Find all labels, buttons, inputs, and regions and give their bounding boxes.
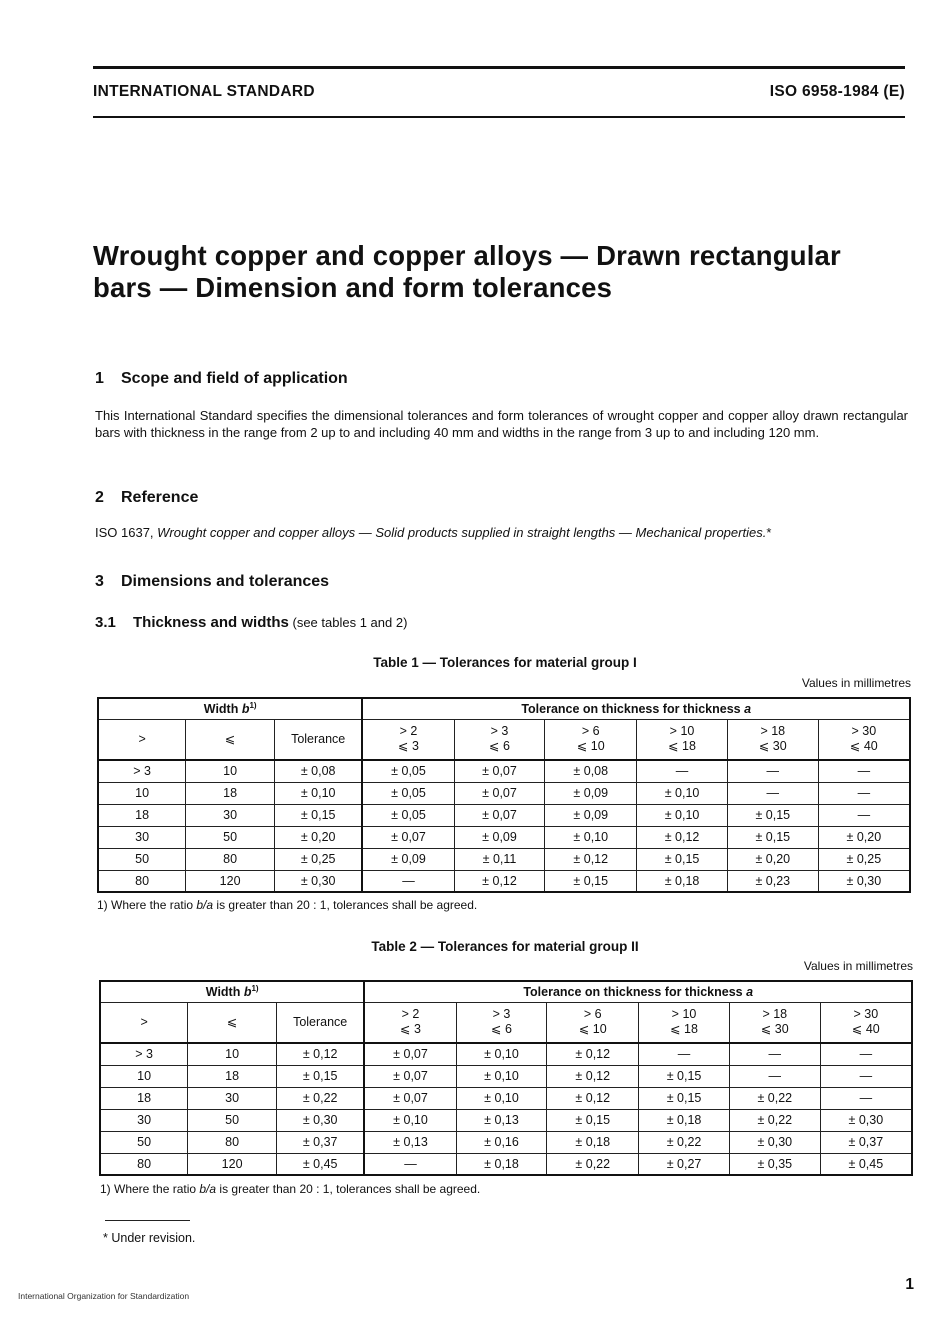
note-var: b/a (199, 1182, 217, 1196)
table-row (98, 870, 910, 892)
range-header (362, 719, 454, 760)
range-header (454, 719, 545, 760)
width-min-cell: 80 (100, 1153, 188, 1175)
thickness-tolerance-cell: ± 0,12 (547, 1087, 639, 1109)
width-tolerance-cell: ± 0,37 (276, 1131, 364, 1153)
col-le: ⩽ (186, 719, 275, 760)
note-suffix: is greater than 20 : 1, tolerances shall be agreed. (216, 1182, 481, 1196)
width-tolerance-cell: ± 0,20 (274, 826, 362, 848)
width-tolerance-cell: ± 0,15 (274, 804, 362, 826)
section-3-1-heading (95, 614, 407, 631)
range-top: > 2 (399, 724, 418, 739)
width-header-sup: 1) (251, 983, 259, 993)
thickness-tolerance-cell: ± 0,12 (637, 826, 728, 848)
width-max-cell: 120 (186, 870, 275, 892)
table-1-note (97, 898, 477, 912)
table-row (100, 1153, 912, 1175)
thickness-tolerance-cell: — (727, 760, 818, 782)
section-1-number: 1 (95, 370, 104, 387)
thickness-tolerance-cell: ± 0,15 (639, 1087, 730, 1109)
thickness-tolerance-cell: — (364, 1153, 456, 1175)
range-bottom: ⩽ 30 (758, 739, 787, 754)
range-header (820, 1002, 912, 1043)
table-row (98, 826, 910, 848)
table-1-units: Values in millimetres (801, 676, 911, 690)
range-bottom: ⩽ 10 (576, 739, 605, 754)
thickness-tolerance-cell: ± 0,27 (639, 1153, 730, 1175)
thickness-tolerance-cell: ± 0,07 (454, 782, 545, 804)
width-tolerance-cell: ± 0,15 (276, 1065, 364, 1087)
range-header (545, 719, 637, 760)
reference-title: Wrought copper and copper alloys — Solid products supplied in straight lengths — Mechanical properties. (157, 525, 767, 540)
range-bottom: ⩽ 3 (398, 739, 419, 754)
range-bottom: ⩽ 6 (489, 739, 510, 754)
thickness-tolerance-cell: ± 0,10 (545, 826, 637, 848)
width-min-cell: 30 (98, 826, 186, 848)
table-2-note (100, 1182, 480, 1196)
thickness-tolerance-cell: ± 0,30 (818, 870, 910, 892)
thickness-tolerance-cell: ± 0,25 (818, 848, 910, 870)
range-top: > 30 (851, 724, 877, 739)
width-min-cell: 80 (98, 870, 186, 892)
section-2-reference (95, 524, 908, 541)
width-min-cell: 18 (98, 804, 186, 826)
range-header (639, 1002, 730, 1043)
width-max-cell: 50 (188, 1109, 277, 1131)
width-min-cell: 18 (100, 1087, 188, 1109)
thickness-tolerance-cell: ± 0,10 (456, 1065, 547, 1087)
thickness-tolerance-cell: ± 0,07 (454, 804, 545, 826)
range-top: > 2 (401, 1007, 420, 1022)
width-tolerance-cell: ± 0,08 (274, 760, 362, 782)
range-bottom: ⩽ 6 (491, 1022, 512, 1037)
thickness-tolerance-cell: ± 0,10 (456, 1087, 547, 1109)
title-line-2: bars — Dimension and form tolerances (93, 272, 613, 303)
thickness-tolerance-cell: ± 0,22 (729, 1109, 820, 1131)
section-2-title: Reference (121, 489, 199, 506)
section-3-number: 3 (95, 573, 104, 590)
thickness-tolerance-cell: — (820, 1087, 912, 1109)
table-row (100, 1043, 912, 1065)
range-bottom: ⩽ 40 (851, 1022, 880, 1037)
width-max-cell: 18 (188, 1065, 277, 1087)
section-1-title: Scope and field of application (121, 370, 348, 387)
table-row (100, 1109, 912, 1131)
thickness-tolerance-cell: ± 0,05 (362, 782, 454, 804)
thickness-tolerance-cell: ± 0,15 (727, 804, 818, 826)
thickness-tolerance-cell: ± 0,16 (456, 1131, 547, 1153)
title-line-1: Wrought copper and copper alloys — Drawn rectangular (93, 240, 841, 271)
footnote: * Under revision. (103, 1231, 196, 1245)
thickness-tolerance-cell: ± 0,10 (637, 782, 728, 804)
table-1 (97, 697, 911, 893)
width-min-cell: 30 (100, 1109, 188, 1131)
range-top: > 6 (581, 724, 600, 739)
width-max-cell: 10 (188, 1043, 277, 1065)
width-min-cell: > 3 (98, 760, 186, 782)
thickness-tolerance-cell: ± 0,23 (727, 870, 818, 892)
tolerance-header-label: Tolerance on thickness for thickness (523, 984, 747, 999)
range-header (818, 719, 910, 760)
section-3-1-number: 3.1 (95, 614, 116, 631)
width-tolerance-cell: ± 0,25 (274, 848, 362, 870)
thickness-tolerance-cell: ± 0,07 (364, 1043, 456, 1065)
thickness-tolerance-cell: ± 0,07 (364, 1087, 456, 1109)
thickness-tolerance-cell: ± 0,13 (364, 1131, 456, 1153)
thickness-tolerance-cell: ± 0,45 (820, 1153, 912, 1175)
width-max-cell: 120 (188, 1153, 277, 1175)
width-tolerance-cell: ± 0,30 (276, 1109, 364, 1131)
range-top: > 3 (492, 1007, 511, 1022)
width-max-cell: 80 (186, 848, 275, 870)
header-rule-bottom (93, 116, 905, 118)
table-1-caption: Table 1 — Tolerances for material group I (373, 655, 637, 670)
col-gt: > (98, 719, 186, 760)
table-1-body (98, 760, 910, 892)
section-3-1-note: (see tables 1 and 2) (288, 615, 408, 630)
col-tolerance: Tolerance (274, 719, 362, 760)
range-header (456, 1002, 547, 1043)
range-header (637, 719, 728, 760)
thickness-tolerance-cell: — (820, 1043, 912, 1065)
thickness-tolerance-cell: ± 0,18 (637, 870, 728, 892)
thickness-tolerance-cell: ± 0,35 (729, 1153, 820, 1175)
publisher-label: International Organization for Standardization (18, 1291, 190, 1301)
note-var: b/a (196, 898, 214, 912)
thickness-tolerance-cell: ± 0,09 (545, 782, 637, 804)
width-min-cell: > 3 (100, 1043, 188, 1065)
thickness-tolerance-cell: ± 0,30 (820, 1109, 912, 1131)
range-bottom: ⩽ 3 (400, 1022, 421, 1037)
tolerance-header-var: a (744, 701, 752, 716)
table-header-row (98, 698, 910, 719)
width-min-cell: 50 (98, 848, 186, 870)
width-tolerance-cell: ± 0,12 (276, 1043, 364, 1065)
document-type-label: INTERNATIONAL STANDARD (93, 83, 315, 100)
table-subheader-row (98, 719, 910, 760)
tolerance-header-var: a (746, 984, 754, 999)
section-2-heading (95, 489, 198, 507)
width-header-label: Width (203, 701, 242, 716)
width-max-cell: 80 (188, 1131, 277, 1153)
table-row (98, 804, 910, 826)
width-max-cell: 30 (188, 1087, 277, 1109)
range-top: > 10 (669, 724, 695, 739)
width-header (98, 698, 362, 719)
reference-number: ISO 1637, (95, 525, 158, 540)
reference-asterisk: * (766, 525, 772, 540)
width-max-cell: 18 (186, 782, 275, 804)
thickness-tolerance-cell: ± 0,09 (545, 804, 637, 826)
range-bottom: ⩽ 18 (670, 1022, 698, 1037)
thickness-tolerance-cell: ± 0,30 (729, 1131, 820, 1153)
width-max-cell: 10 (186, 760, 275, 782)
thickness-tolerance-cell: ± 0,22 (639, 1131, 730, 1153)
section-3-title: Dimensions and tolerances (121, 573, 330, 590)
thickness-tolerance-cell: ± 0,07 (364, 1065, 456, 1087)
table-2-body (100, 1043, 912, 1175)
width-header-var: b (241, 701, 250, 716)
range-bottom: ⩽ 18 (668, 739, 696, 754)
tolerance-header (364, 981, 912, 1002)
section-1-text: This International Standard specifies the dimensional tolerances and form tolerances of wrought copper and copper alloy drawn rectangular bars with thickness in the range from 2 up to and including 40 mm and widths in the range from 3 up to and including 120 mm. (95, 408, 908, 440)
thickness-tolerance-cell: — (818, 782, 910, 804)
width-min-cell: 10 (100, 1065, 188, 1087)
table-row (98, 848, 910, 870)
note-prefix: 1) Where the ratio (97, 898, 197, 912)
note-suffix: is greater than 20 : 1, tolerances shall be agreed. (213, 898, 478, 912)
range-top: > 18 (760, 724, 786, 739)
width-min-cell: 10 (98, 782, 186, 804)
col-gt: > (100, 1002, 188, 1043)
thickness-tolerance-cell: — (637, 760, 728, 782)
range-bottom: ⩽ 40 (849, 739, 878, 754)
thickness-tolerance-cell: ± 0,13 (456, 1109, 547, 1131)
header-rule-top (93, 66, 905, 69)
col-tolerance: Tolerance (276, 1002, 364, 1043)
section-3-heading (95, 573, 329, 591)
thickness-tolerance-cell: ± 0,05 (362, 804, 454, 826)
table-2-units: Values in millimetres (803, 959, 913, 973)
table-row (100, 1087, 912, 1109)
table-row (98, 760, 910, 782)
thickness-tolerance-cell: — (820, 1065, 912, 1087)
thickness-tolerance-cell: — (818, 804, 910, 826)
thickness-tolerance-cell: ± 0,37 (820, 1131, 912, 1153)
thickness-tolerance-cell: ± 0,22 (729, 1087, 820, 1109)
thickness-tolerance-cell: ± 0,15 (637, 848, 728, 870)
thickness-tolerance-cell: ± 0,20 (727, 848, 818, 870)
thickness-tolerance-cell: ± 0,05 (362, 760, 454, 782)
thickness-tolerance-cell: ± 0,15 (547, 1109, 639, 1131)
width-tolerance-cell: ± 0,22 (276, 1087, 364, 1109)
thickness-tolerance-cell: ± 0,15 (727, 826, 818, 848)
col-le: ⩽ (188, 1002, 277, 1043)
tolerance-header-label: Tolerance on thickness for thickness (521, 701, 745, 716)
note-prefix: 1) Where the ratio (100, 1182, 200, 1196)
width-header-var: b (243, 984, 252, 999)
thickness-tolerance-cell: ± 0,12 (547, 1043, 639, 1065)
footnote-rule (105, 1220, 190, 1221)
thickness-tolerance-cell: — (727, 782, 818, 804)
thickness-tolerance-cell: — (729, 1043, 820, 1065)
width-tolerance-cell: ± 0,10 (274, 782, 362, 804)
thickness-tolerance-cell: ± 0,07 (362, 826, 454, 848)
thickness-tolerance-cell: ± 0,15 (639, 1065, 730, 1087)
page-number: 1 (905, 1276, 914, 1293)
range-top: > 30 (853, 1007, 879, 1022)
thickness-tolerance-cell: ± 0,10 (364, 1109, 456, 1131)
width-tolerance-cell: ± 0,45 (276, 1153, 364, 1175)
table-row (100, 1131, 912, 1153)
width-max-cell: 30 (186, 804, 275, 826)
range-bottom: ⩽ 30 (760, 1022, 789, 1037)
section-1-heading (95, 370, 348, 388)
thickness-tolerance-cell: ± 0,08 (545, 760, 637, 782)
range-top: > 3 (490, 724, 509, 739)
thickness-tolerance-cell: ± 0,12 (545, 848, 637, 870)
width-header (100, 981, 364, 1002)
thickness-tolerance-cell: — (729, 1065, 820, 1087)
range-header (364, 1002, 456, 1043)
thickness-tolerance-cell: ± 0,09 (362, 848, 454, 870)
range-top: > 6 (583, 1007, 602, 1022)
thickness-tolerance-cell: — (818, 760, 910, 782)
width-tolerance-cell: ± 0,30 (274, 870, 362, 892)
range-header (727, 719, 818, 760)
range-header (729, 1002, 820, 1043)
tolerance-header (362, 698, 910, 719)
section-2-number: 2 (95, 489, 104, 506)
width-header-label: Width (205, 984, 244, 999)
range-top: > 18 (762, 1007, 788, 1022)
thickness-tolerance-cell: ± 0,10 (637, 804, 728, 826)
range-top: > 10 (671, 1007, 697, 1022)
width-min-cell: 50 (100, 1131, 188, 1153)
thickness-tolerance-cell: ± 0,18 (547, 1131, 639, 1153)
thickness-tolerance-cell: ± 0,12 (454, 870, 545, 892)
range-bottom: ⩽ 10 (578, 1022, 607, 1037)
range-header (547, 1002, 639, 1043)
thickness-tolerance-cell: — (362, 870, 454, 892)
table-header-row (100, 981, 912, 1002)
table-row (98, 782, 910, 804)
table-2-caption: Table 2 — Tolerances for material group II (371, 939, 639, 954)
thickness-tolerance-cell: — (639, 1043, 730, 1065)
thickness-tolerance-cell: ± 0,15 (545, 870, 637, 892)
thickness-tolerance-cell: ± 0,18 (639, 1109, 730, 1131)
width-header-sup: 1) (249, 700, 257, 710)
thickness-tolerance-cell: ± 0,22 (547, 1153, 639, 1175)
table-subheader-row (100, 1002, 912, 1043)
thickness-tolerance-cell: ± 0,07 (454, 760, 545, 782)
thickness-tolerance-cell: ± 0,18 (456, 1153, 547, 1175)
table-2 (99, 980, 913, 1176)
section-3-1-title: Thickness and widths (133, 614, 289, 631)
thickness-tolerance-cell: ± 0,20 (818, 826, 910, 848)
width-max-cell: 50 (186, 826, 275, 848)
thickness-tolerance-cell: ± 0,09 (454, 826, 545, 848)
thickness-tolerance-cell: ± 0,11 (454, 848, 545, 870)
document-title (93, 240, 923, 304)
thickness-tolerance-cell: ± 0,10 (456, 1043, 547, 1065)
thickness-tolerance-cell: ± 0,12 (547, 1065, 639, 1087)
table-row (100, 1065, 912, 1087)
standard-number: ISO 6958-1984 (E) (769, 83, 905, 100)
